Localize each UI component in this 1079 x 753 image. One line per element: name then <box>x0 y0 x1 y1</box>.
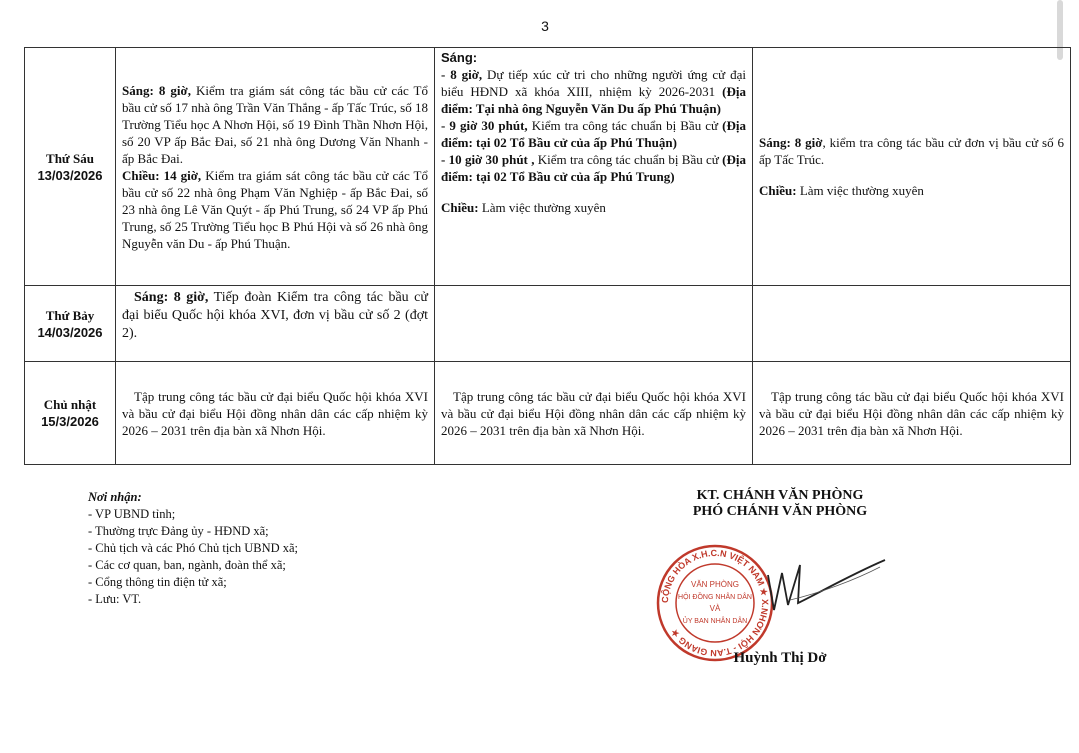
time-label: Sáng: 8 giờ <box>759 135 823 150</box>
list-item: - Chủ tịch và các Phó Chủ tịch UBND xã; <box>88 541 299 555</box>
time-label: Chiều: <box>441 200 479 215</box>
schedule-text: , kiểm tra công tác bầu cử đơn vị bầu cử số 6 ấp Tấc Trúc. <box>759 135 1064 167</box>
empty-cell <box>435 286 753 362</box>
place-text: (Địa điểm: tại 02 Tổ Bầu cử của ấp Phú Trung) <box>441 152 746 184</box>
day-name: Chủ nhật <box>43 397 97 412</box>
time-label: Chiều: <box>759 183 797 198</box>
time-label: Sáng: 8 giờ, <box>134 290 209 305</box>
recipients-block <box>88 489 298 608</box>
time-label: Chiều: 14 giờ, <box>122 167 202 183</box>
time-label: - 8 giờ, <box>441 67 483 82</box>
time-label: - 10 giờ 30 phút , <box>441 152 535 167</box>
empty-cell <box>753 286 1071 362</box>
time-label: - 9 giờ 30 phút, <box>441 118 528 133</box>
recipients-list <box>88 506 298 608</box>
page-number: 3 <box>541 18 549 34</box>
schedule-cell <box>116 286 435 362</box>
svg-text:ỦY BAN NHÂN DÂN: ỦY BAN NHÂN DÂN <box>682 618 748 625</box>
table-row <box>25 362 1071 465</box>
svg-text:VĂN PHÒNG: VĂN PHÒNG <box>690 580 740 589</box>
list-item: - VP UBND tỉnh; <box>88 507 176 521</box>
place-text: (Địa điểm: tại 02 Tổ Bầu cử của ấp Phú Thuận) <box>441 118 746 150</box>
schedule-cell <box>753 48 1071 286</box>
table-row <box>25 48 1071 286</box>
schedule-text: Dự tiếp xúc cử tri cho những người ứng cử đại biểu HĐND xã khóa XIII, nhiệm kỳ 2026-2031 <box>441 67 746 99</box>
day-cell <box>25 286 116 362</box>
schedule-text: Kiểm tra công tác chuẩn bị Bầu cử <box>527 118 719 133</box>
list-item: - Các cơ quan, ban, ngành, đoàn thể xã; <box>88 558 286 572</box>
schedule-text: Kiểm tra giám sát công tác bầu cử các Tổ bầu cử số 17 nhà ông Trần Văn Thắng - ấp Tấc Trúc, số 18 Trường Tiểu học A Nhơn Hội, số 19 Đình Thần Nhơn Hội, số 20 VP ấp Bắc Đai, số 21 nhà ông Dương Văn Nhanh - ấp Bắc Đai. <box>122 82 428 166</box>
day-date: 14/03/2026 <box>37 324 103 340</box>
schedule-text: Kiểm tra giám sát công tác bầu cử các Tổ bầu cử số 22 nhà ông Phạm Văn Nghiệp - ấp Bắc Đai, số 23 nhà ông Lê Văn Quýt - ấp Phú Trung, số 24 VP ấp Phú Trung, số 25 Trường Tiểu học B Phú Hội và số 26 nhà ông Nguyễn văn Du - ấp Phú Thuận. <box>122 167 428 251</box>
signature-subtitle: PHÓ CHÁNH VĂN PHÒNG <box>692 504 868 519</box>
list-item: - Lưu: VT. <box>88 592 142 606</box>
schedule-text: Tiếp đoàn Kiểm tra công tác bầu cử đại biểu Quốc hội khóa XVI, đơn vị bầu cử số 2 (đợt 2). <box>122 290 428 341</box>
official-stamp <box>655 543 775 663</box>
day-date: 13/03/2026 <box>37 167 103 183</box>
svg-text:VÀ: VÀ <box>709 604 721 613</box>
schedule-cell <box>116 48 435 286</box>
schedule-text: Kiểm tra công tác chuẩn bị Bầu cử <box>534 152 719 167</box>
table-row <box>25 286 1071 362</box>
day-cell <box>25 48 116 286</box>
time-label: Sáng: <box>441 50 478 65</box>
schedule-cell: Tập trung công tác bầu cử đại biểu Quốc hội khóa XVI và bầu cử đại biểu Hội đồng nhân dân các cấp nhiệm kỳ 2026 – 2031 trên địa bàn xã Nhơn Hội. <box>116 362 435 465</box>
svg-text:HỘI ĐỒNG NHÂN DÂN: HỘI ĐỒNG NHÂN DÂN <box>678 594 752 601</box>
schedule-table <box>24 47 1071 465</box>
day-name: Thứ Sáu <box>46 150 94 166</box>
signer-name: Huỳnh Thị Dở <box>733 650 827 666</box>
day-name: Thứ Bảy <box>45 307 95 323</box>
signature-block <box>620 488 940 520</box>
schedule-text: Làm việc thường xuyên <box>796 183 924 198</box>
place-text: (Địa điểm: Tại nhà ông Nguyễn Văn Du ấp Phú Thuận) <box>441 84 746 116</box>
handwritten-signature <box>760 555 890 625</box>
schedule-text: Làm việc thường xuyên <box>478 200 606 215</box>
schedule-cell <box>435 48 753 286</box>
schedule-cell: Tập trung công tác bầu cử đại biểu Quốc hội khóa XVI và bầu cử đại biểu Hội đồng nhân dân các cấp nhiệm kỳ 2026 – 2031 trên địa bàn xã Nhơn Hội. <box>753 362 1071 465</box>
list-item: - Thường trực Đảng ủy - HĐND xã; <box>88 524 269 538</box>
svg-text:CỘNG HÒA X.H.C.N VIỆT NAM ★ X.: CỘNG HÒA X.H.C.N VIỆT NAM ★ X.NHƠN HỘI - T.AN GIANG ★ <box>659 547 771 659</box>
schedule-cell: Tập trung công tác bầu cử đại biểu Quốc hội khóa XVI và bầu cử đại biểu Hội đồng nhân dân các cấp nhiệm kỳ 2026 – 2031 trên địa bàn xã Nhơn Hội. <box>435 362 753 465</box>
list-item: - Cổng thông tin điện tử xã; <box>88 575 227 589</box>
signature-title: KT. CHÁNH VĂN PHÒNG <box>696 488 864 503</box>
day-date: 15/3/2026 <box>41 414 99 429</box>
time-label: Sáng: 8 giờ, <box>122 82 191 98</box>
recipients-title: Nơi nhận: <box>88 490 142 504</box>
day-cell <box>25 362 116 465</box>
